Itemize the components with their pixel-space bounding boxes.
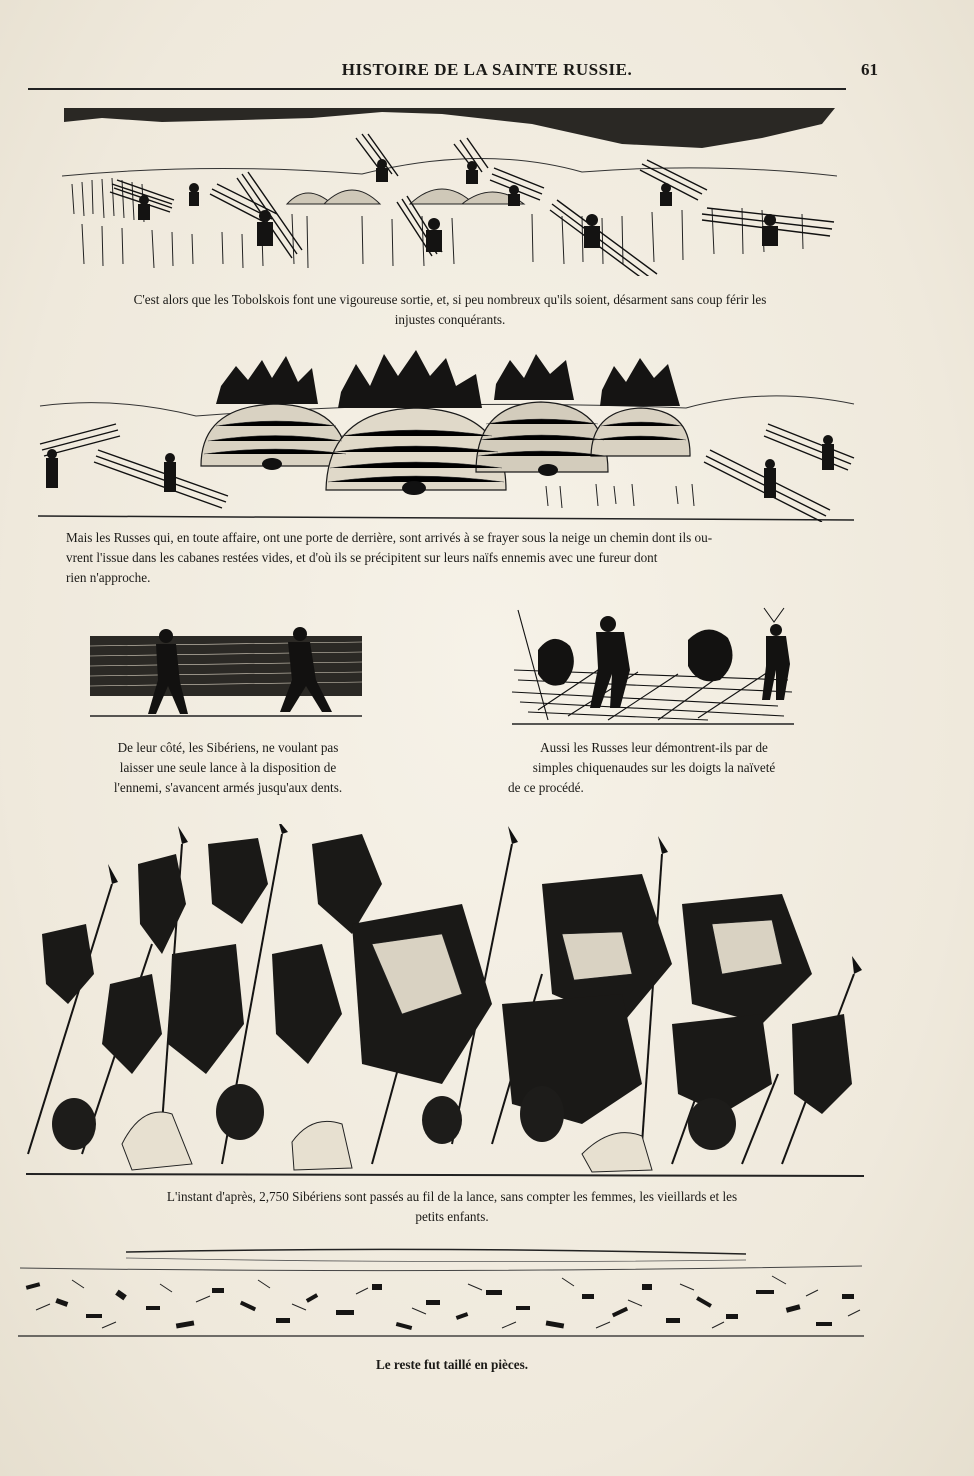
illustration-chiquenaudes: [508, 600, 798, 728]
caption-cabanes-line-3: rien n'approche.: [66, 570, 151, 585]
caption-chiquenaudes-line-3: de ce procédé.: [508, 780, 584, 795]
illustration-massacre: [22, 824, 868, 1180]
caption-pieces: Le reste fut taillé en pièces.: [375, 1357, 529, 1372]
caption-siberiens-line-3: l'ennemi, s'avancent armés jusqu'aux dents.: [113, 780, 343, 795]
header-rule: [28, 88, 846, 90]
page-header-title: HISTOIRE DE LA SAINTE RUSSIE.: [341, 60, 633, 79]
caption-sortie: [60, 290, 840, 330]
caption-massacre: [60, 1187, 844, 1227]
caption-cabanes-line-1: Mais les Russes qui, en toute affaire, ont une porte de derrière, sont arrivés à se frayer sous la neige un chemin dont ils ou-: [66, 530, 713, 545]
illustration-cabanes: [36, 346, 856, 522]
caption-siberiens-line-2: laisser une seule lance à la disposition de: [119, 760, 337, 775]
caption-massacre-line-1: L'instant d'après, 2,750 Sibériens sont passés au fil de la lance, sans compter les femmes, les vieillards et les: [166, 1189, 738, 1204]
caption-sortie-line-2: injustes conquérants.: [394, 312, 506, 327]
caption-cabanes-line-2: vrent l'issue dans les cabanes restées vides, et d'où ils se précipitent sur leurs naïfs ennemis avec une fureur dont: [66, 550, 658, 565]
caption-siberiens-line-1: De leur côté, les Sibériens, ne voulant pas: [117, 740, 339, 755]
caption-massacre-line-2: petits enfants.: [415, 1209, 489, 1224]
illustration-siberiens: [88, 622, 364, 726]
illustration-pieces: [16, 1244, 866, 1340]
caption-siberiens: [90, 738, 366, 798]
caption-cabanes: [66, 528, 844, 588]
caption-chiquenaudes-line-1: Aussi les Russes leur démontrent-ils par de: [540, 740, 768, 755]
illustration-sortie: [62, 104, 837, 276]
caption-chiquenaudes-line-2: simples chiquenaudes sur les doigts la naïveté: [532, 760, 776, 775]
caption-sortie-line-1: C'est alors que les Tobolskois font une vigoureuse sortie, et, si peu nombreux qu'ils soient, désarment sans coup férir les: [133, 292, 767, 307]
page-number: 61: [861, 60, 878, 79]
caption-chiquenaudes: [504, 738, 804, 798]
